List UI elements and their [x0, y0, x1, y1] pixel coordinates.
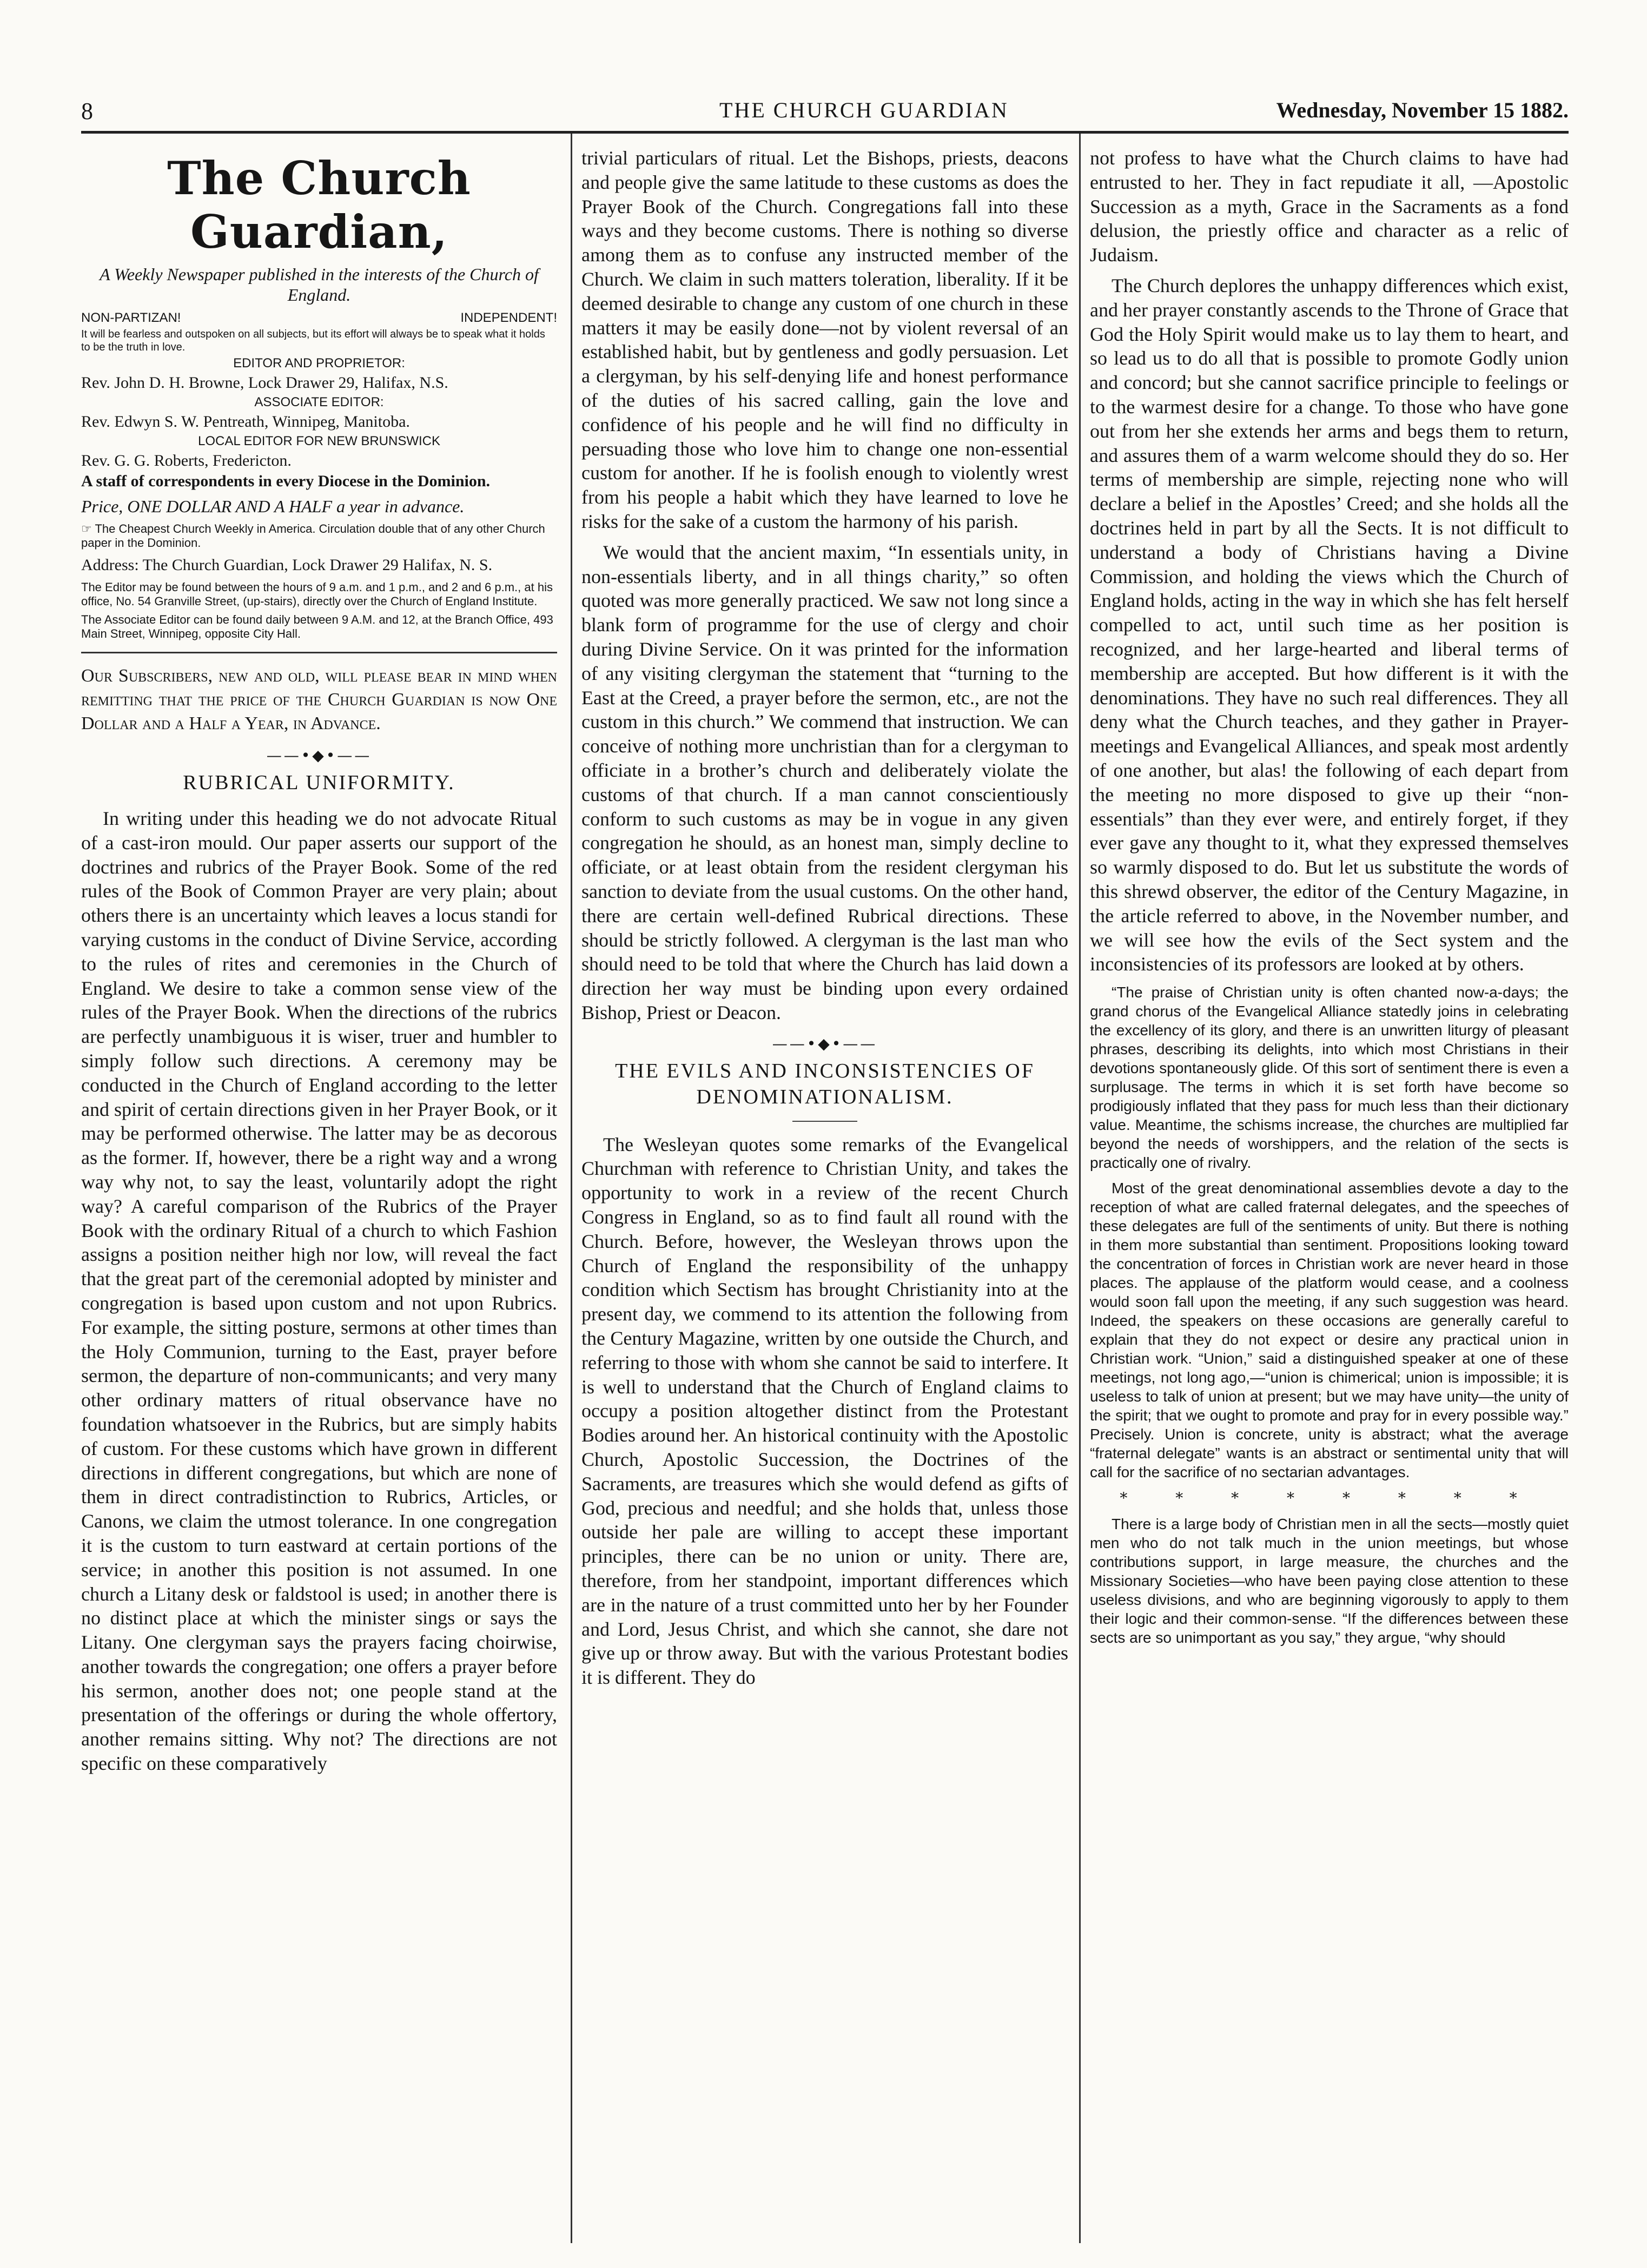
page-number: 8 — [81, 98, 93, 124]
article-paragraph: trivial particulars of ritual. Let the Bishops, priests, deacons and people give the same latitude to these customs as does the Prayer Book of the Church. Congregations fall into these ways and they become customs. There is nothing so diverse among them as to confuse any instructed member of the Church. We claim in such matters toleration, liberality. If it be deemed desirable to change any custom of one church in these matters it may be easily done—not by violent reversal of an established habit, but by gentleness and godly persuasion. Let a clergyman, by his self-denying life and honest performance of the duties of his sacred calling, gain the love and confidence of his people and he will find no difficulty in persuading those who love him to change one non-essential custom for another. If he is foolish enough to violently wrest from his people a habit which they have learned to love he risks for the sake of a custom the harmony of his parish. — [581, 147, 1068, 532]
quoted-paragraph: “The praise of Christian unity is often chanted now-a-days; the grand chorus of the Evangelical Alliance statedly joins in celebrating the excellency of its glory, and there is an unwritten liturgy of pleasant phrases, describing its delights, into which most Christians in their devotions spontaneously glide. Of this sort of sentiment there is even a surplusage. The terms in which it is set forth have become so prodigiously inflated that they pass for much less than their dictionary value. Meantime, the schisms increase, the churches are multiplied far beyond the needs of worshippers, and the relation of the sects is practically one of rivalry. — [1090, 984, 1569, 1172]
column-2 — [581, 146, 1068, 2245]
masthead-subtitle: A Weekly Newspaper published in the interests of the Church of England. — [100, 265, 539, 305]
article-paragraph: The Church deplores the unhappy differences which exist, and her prayer constantly ascends to the Throne of Grace that God the Holy Spirit would make us to lay them to heart, and so lead us to do all that is possible to promote Godly union and concord; but she cannot sacrifice principle to feelings or to the warmest desire for a change. To those who have gone out from her she extends her arms and begs them to return, and assures them of a warm welcome should they do so. Her terms of membership are simple, rejecting none who will declare a belief in the Apostles’ Creed; and she holds all the doctrines held in part by all the Sects. It is not difficult to understand a body of Christians having a Divine Commission, and holding the views which the Church of England holds, acting in the way in which she has felt herself compelled to act, until such time as her position is recognized, and her large-hearted and liberal terms of membership are accepted. But how different is it with the denominations. They have no such real differences. They all deny what the Church teaches, and they gather in Prayer-meetings and Evangelical Alliances, and speak most ardently of one another, but alas! the following of each depart from the meeting no more disposed to give up their “non-essentials” than they ever were, and entirely forget, if they ever gave any thought to it, what they expressed themselves so warmly disposed to do. But let us substitute the words of this shrewd observer, the editor of the Century Magazine, in the article referred to above, in the November number, and we will see how the evils of the Sect system and the inconsistencies of its professors are looked at by others. — [1090, 274, 1569, 975]
article-paragraph: In writing under this heading we do not advocate Ritual of a cast-iron mould. Our paper asserts our support of the doctrines and rubrics of the Prayer Book. Some of the red rules of the Book of Common Prayer are very plain; about others there is an uncertainty which leaves a locus standi for varying customs in the conduct of Divine Service, according to the rules of rites and ceremonies in the Church of England. We desire to take a common sense view of the rules of the Prayer Book. When the directions of the rubrics are perfectly unambiguous it is wiser, truer and humbler to simply follow such directions. A ceremony may be conducted in the Church of England according to the letter and spirit of certain directions given in her Prayer Book, or it may be performed otherwise. The latter may be as decorous as the former. If, however, there be a right way and a wrong way why not, to say the least, voluntarily adopt the right way? A careful comparison of the Rubrics of the Prayer Book with the ordinary Ritual of a church to which Fashion assigns a position neither high nor low, will reveal the fact that the great part of the ceremonial adopted by minister and congregation is based upon custom and not upon Rubrics. For example, the sitting posture, sermons at other times than the Holy Communion, turning to the East, prayer before sermon, the departure of non-communicants; and very many other ordinary matters of ritual observance have no foundation whatsoever in the Rubrics, but are simply habits of custom. For these customs which have grown in different directions in different congregations, but which are none of them in direct contradistinction to Rubrics, Articles, or Canons, we claim the utmost tolerance. In one congregation it is the custom to turn eastward at certain portions of the service; in another this position is not assumed. In one church a Litany desk or faldstool is used; in another there is no distinct place at which the minister sings or says the Litany. One clergyman says the prayers facing choirwise, another towards the congregation; one offers a prayer before his sermon, another does not; one people stand at the presentation of the offerings or during the whole offertory, another remains sitting. Why not? The directions are not specific on these comparatively — [81, 808, 557, 1775]
editor-name: Rev. John D. H. Browne, Lock Drawer 29, Halifax, N.S. — [81, 374, 448, 392]
address-line: Address: The Church Guardian, Lock Drawer 29 Halifax, N. S. — [81, 556, 493, 574]
editor-label: EDITOR AND PROPRIETOR: — [233, 356, 405, 371]
article-paragraph: The Wesleyan quotes some remarks of the Evangelical Churchman with reference to Christian Unity, and takes the opportunity to work in a review of the recent Church Congress in England, so as to find fault all round with the Church. Before, however, the Wesleyan throws upon the Church of England the responsibility of the unhappy condition which Sectism has brought Christianity into at the present day, we commend to its attention the following from the Century Magazine, written by one outside the Church, and referring to those with whom she cannot be said to interfere. It is well to understand that the Church of England claims to occupy a position altogether distinct from the Protestant Bodies around her. An historical continuity with the Apostolic Church, Apostolic Succession, the Doctrines of the Sacraments, are treasures which she would defend as gifts of God, precious and needful; and she holds that, unless those outside her pale are willing to accept these important principles, there can be no union or unity. There are, therefore, from her standpoint, important differences which are in the nature of a trust committed unto her by her Founder and Lord, Jesus Christ, and which she cannot, she dare not give up or throw away. But with the various Protestant bodies it is different. They do — [581, 1133, 1068, 1689]
issue-date: Wednesday, November 15 1882. — [1276, 98, 1569, 122]
editor-hours-note: The Editor may be found between the hours of 9 a.m. and 1 p.m., and 2 and 6 p.m., at his office, No. 54 Granville Street, (up-stairs), directly over the Church of England Institute. — [81, 580, 553, 608]
pointing-hand-icon: ☞ — [81, 522, 95, 535]
masthead-motto: It will be fearless and outspoken on all subjects, but its effort will always be to speak what it holds to be the truth in love. — [81, 328, 545, 353]
price-line: Price, ONE DOLLAR AND A HALF a year in advance. — [81, 497, 465, 516]
column-rule-1 — [571, 134, 572, 2243]
column-3 — [1090, 146, 1569, 2245]
non-partizan-tag: NON-PARTIZAN! — [81, 310, 181, 325]
header-rule — [81, 131, 1569, 134]
newspaper-running-title: THE CHURCH GUARDIAN — [719, 98, 1009, 122]
masthead — [81, 151, 557, 641]
local-editor-name: Rev. G. G. Roberts, Fredericton. — [81, 452, 292, 470]
circulation-note: ☞ The Cheapest Church Weekly in America. Circulation double that of any other Church paper in the Dominion. — [81, 522, 545, 550]
asterisk-divider: * * * * * * * * — [1120, 1489, 1539, 1507]
column-rule-2 — [1079, 134, 1081, 2243]
page-header — [81, 92, 1569, 130]
staff-line: A staff of correspondents in every Diocese in the Dominion. — [81, 472, 491, 490]
article-heading-rubrical-uniformity: RUBRICAL UNIFORMITY. — [183, 771, 455, 794]
independent-tag: INDEPENDENT! — [460, 310, 557, 325]
quoted-paragraph: Most of the great denominational assemblies devote a day to the reception of what are called fraternal delegates, and the speeches of these delegates are full of the sentiments of unity. But there is nothing in them more substantial than sentiment. Propositions looking toward the concentration of forces in Christian work are never heard in those places. The applause of the platform would cease, and a coolness would soon fall upon the meeting, if any such suggestion was heard. Indeed, the speakers on these occasions are generally careful to explain that they do not expect or desire any practical union in Christian work. “Union,” said a distinguished speaker at one of these meetings, not long ago,—“union is chimerical; union is impossible; it is useless to talk of union at present; but we may have unity—the unity of the spirit; that we ought to promote and pray for in every possible way.” Precisely. Union is concrete, unity is abstract; what the average “fraternal delegate” wants is an abstract or sentimental unity that will call for the sacrifice of no sectarian advantages. — [1090, 1180, 1569, 1481]
masthead-tags — [81, 310, 557, 326]
article-paragraph: not profess to have what the Church claims to have had entrusted to her. They in fact repudiate it all, —Apostolic Succession as a myth, Grace in the Sacraments as a fond delusion, the priestly office and character as a relic of Judaism. — [1090, 147, 1569, 266]
local-editor-label: LOCAL EDITOR FOR NEW BRUNSWICK — [197, 434, 441, 448]
subscriber-notice: Our Subscribers, new and old, will please bear in mind when remitting that the price of the Church Guardian is now One Dollar and a Half a Year, in Advance. — [81, 666, 557, 733]
ornament-divider: ——•◆•—— — [266, 746, 372, 764]
associate-label: ASSOCIATE EDITOR: — [254, 395, 384, 409]
masthead-divider — [81, 652, 557, 653]
masthead-title: The Church Guardian, — [167, 151, 471, 259]
article-paragraph: We would that the ancient maxim, “In essentials unity, in non-essentials liberty, and in all things charity,” so often quoted was more generally practiced. We saw not long since a blank form of programme for the use of clergy and choir during Divine Service. On it was printed for the information of any visiting clergyman the statement that “turning to the East at the Creed, a prayer before the sermon, etc., are not the custom in this church.” We commend that instruction. We can conceive of nothing more unchristian than for a clergyman to officiate in a brother’s church and deliberately violate the customs of that church. If a man cannot conscientiously conform to such customs as may be in vogue in any given congregation he should, as an honest man, simply decline to officiate, or at least obtain from the resident clergyman his sanction to deviate from the usual customs. On the other hand, there are certain well-defined Rubrical directions. These should be strictly followed. A clergyman is the last man who should need to be told that where the Church has laid down a direction her way must be binding upon every ordained Bishop, Priest or Deacon. — [581, 541, 1068, 1023]
heading-underline — [792, 1121, 857, 1122]
associate-hours-note: The Associate Editor can be found daily between 9 A.M. and 12, at the Branch Office, 493 Main Street, Winnipeg, opposite City Hall. — [81, 613, 553, 640]
ornament-divider: ——•◆•—— — [772, 1034, 878, 1053]
article-heading-denominationalism: THE EVILS AND INCONSISTENCIES OF DENOMINATIONALISM. — [615, 1059, 1035, 1108]
associate-name: Rev. Edwyn S. W. Pentreath, Winnipeg, Manitoba. — [81, 413, 410, 431]
column-1 — [81, 146, 557, 2245]
quoted-paragraph: There is a large body of Christian men in all the sects—mostly quiet men who do not talk much in the union meetings, but whose contributions support, in large measure, the churches and the Missionary Societies—who have been paying close attention to these useless divisions, and who are beginning vigorously to apply to them their logic and their common-sense. “If the differences between these sects are so unimportant as you say,” they argue, “why should — [1090, 1516, 1569, 1647]
